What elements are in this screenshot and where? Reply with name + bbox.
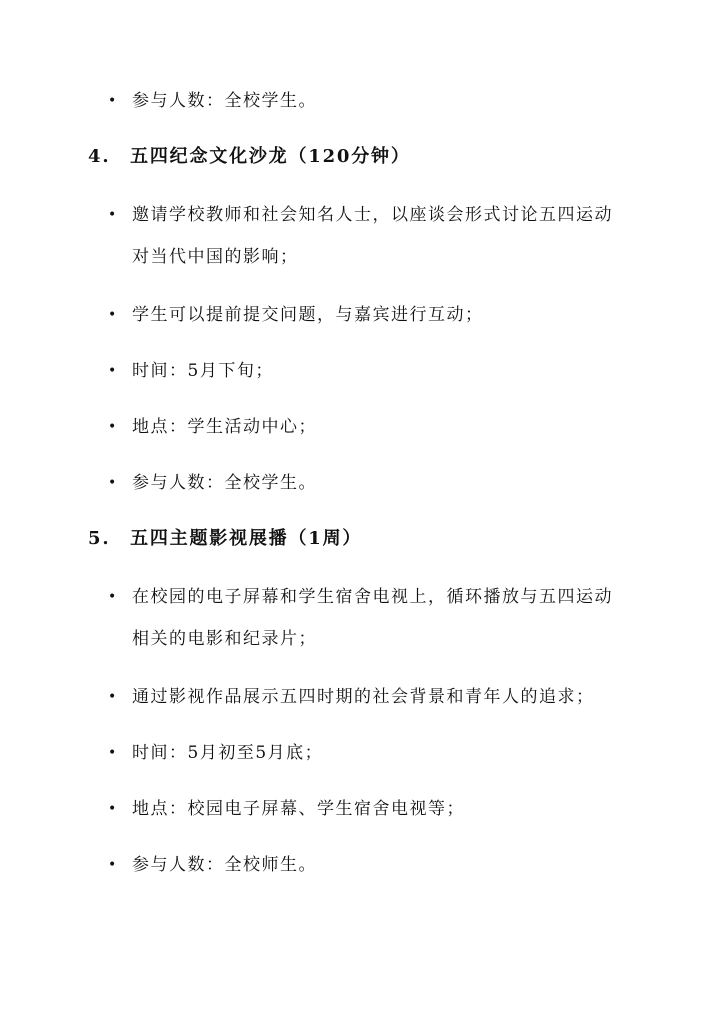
bullet-dot-icon: • [108,307,118,323]
list-item [108,732,628,774]
section-title: 五四主题影视展播（1周） [130,528,363,549]
list-item-text: 学生可以提前提交问题，与嘉宾进行互动； [132,305,484,325]
list-item-text: 参与人数：全校学生。 [132,91,317,111]
bullet-dot-icon: • [108,93,118,109]
list-item-text: 地点：校园电子屏幕、学生宿舍电视等； [132,799,465,819]
bullet-dot-icon: • [108,475,118,491]
list-item-text: 通过影视作品展示五四时期的社会背景和青年人的追求； [132,687,595,707]
section-number: 5. [88,528,111,549]
bullet-dot-icon: • [108,857,118,873]
list-item [108,406,628,448]
bullet-dot-icon: • [108,419,118,435]
bullet-dot-icon: • [108,589,118,605]
bullet-dot-icon: • [108,363,118,379]
section-number: 4. [88,146,111,167]
list-item-text: 时间：5月初至5月底； [132,743,324,763]
list-item-text: 时间：5月下旬； [132,361,274,381]
section-heading-4 [88,142,648,172]
list-item [108,194,628,278]
list-item [108,350,628,392]
list-item [108,844,628,886]
bullet-dot-icon: • [108,745,118,761]
list-item-text: 邀请学校教师和社会知名人士，以座谈会形式讨论五四运动对当代中国的影响； [132,205,613,267]
list-item [108,462,628,504]
list-item-text: 在校园的电子屏幕和学生宿舍电视上，循环播放与五四运动相关的电影和纪录片； [132,587,613,649]
list-item-text: 参与人数：全校学生。 [132,473,317,493]
list-item [108,294,628,336]
list-item [108,788,628,830]
list-item [108,676,628,718]
list-item [108,80,628,122]
bullet-dot-icon: • [108,801,118,817]
section-title: 五四纪念文化沙龙（120分钟） [130,146,411,167]
section-heading-5 [88,524,648,554]
list-item-text: 地点：学生活动中心； [132,417,317,437]
list-item [108,576,628,660]
list-item-text: 参与人数：全校师生。 [132,855,317,875]
bullet-dot-icon: • [108,207,118,223]
bullet-dot-icon: • [108,689,118,705]
